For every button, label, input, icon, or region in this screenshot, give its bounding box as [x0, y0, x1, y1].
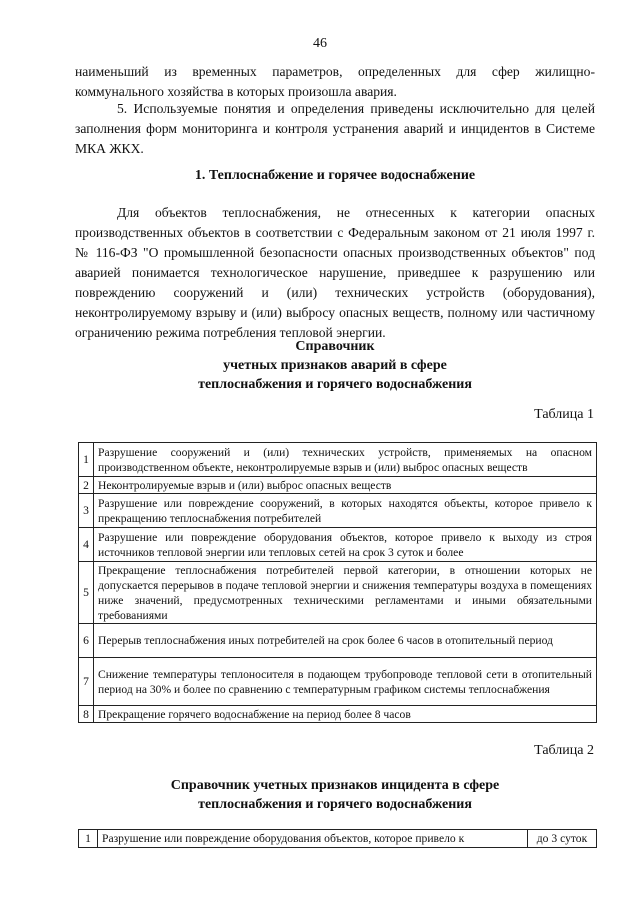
intro-item-5: 5. Используемые понятия и определения приведены исключительно для целей заполнения форм мониторинга и контроля устранения аварий и инцидентов в Системе МКА ЖКХ.	[75, 101, 595, 156]
table2-title-line2: теплоснабжения и горячего водоснабжения	[198, 797, 472, 812]
table-row	[79, 477, 597, 494]
table1-title-line2: учетных признаков аварий в сфере	[223, 358, 447, 373]
row-number: 1	[79, 830, 98, 848]
row-text: Разрушение или повреждение оборудования объектов, которое привело к	[98, 830, 528, 848]
row-number: 6	[79, 624, 94, 658]
table-row	[79, 706, 597, 723]
row-number: 4	[79, 528, 94, 562]
intro-continuation: наименьший из временных параметров, определенных для сфер жилищно-коммунального хозяйства в которых произошла авария.	[75, 64, 595, 99]
row-text: Разрушение или повреждение оборудования объектов, которое привело к выходу из строя источников тепловой энергии или тепловых сетей на срок 3 суток и более	[94, 528, 597, 562]
row-text: Неконтролируемые взрыв и (или) выброс опасных веществ	[94, 477, 597, 494]
row-number: 7	[79, 658, 94, 706]
table2-label: Таблица 2	[534, 743, 594, 758]
table-row	[79, 624, 597, 658]
table-row	[79, 562, 597, 624]
row-number: 1	[79, 443, 94, 477]
table-row	[79, 528, 597, 562]
table-row	[79, 443, 597, 477]
row-text: Разрушение сооружений и (или) технических устройств, применяемых на опасном производственном объекте, неконтролируемые взрыв и (или) выброс опасных веществ	[94, 443, 597, 477]
table-row	[79, 830, 597, 848]
table1-label: Таблица 1	[534, 407, 594, 422]
table1-title-line1: Справочник	[295, 339, 375, 354]
row-text: Перерыв теплоснабжения иных потребителей на срок более 6 часов в отопительный период	[94, 624, 597, 658]
section-paragraph: Для объектов теплоснабжения, не отнесенных к категории опасных производственных объектов в соответствии с Федеральным законом от 21 июля 1997 г. № 116-ФЗ "О промышленной безопасности опасных производственных объектов" под аварией понимается технологическое нарушение, приведшее к разрушению или повреждению сооружений и (или) технических устройств (оборудования), неконтролируемому взрыву и (или) выбросу опасных веществ, полному или частичному ограничению режима потребления тепловой энергии.	[75, 205, 595, 340]
row-number: 3	[79, 494, 94, 528]
row-duration: до 3 суток	[528, 830, 597, 848]
table2-title-line1: Справочник учетных признаков инцидента в сфере	[170, 778, 500, 793]
table-row	[79, 658, 597, 706]
table1	[78, 442, 597, 723]
table-row	[79, 494, 597, 528]
page-number: 46	[313, 36, 327, 51]
row-number: 8	[79, 706, 94, 723]
row-number: 5	[79, 562, 94, 624]
table2	[78, 829, 597, 848]
section-title: 1. Теплоснабжение и горячее водоснабжение	[194, 168, 476, 183]
row-text: Прекращение теплоснабжения потребителей первой категории, в отношении которых не допускается перерывов в подаче тепловой энергии и снижения температуры воздуха в помещениях ниже значений, предусмотренных техническими регламентами и иными обязательными требованиями	[94, 562, 597, 624]
row-text: Снижение температуры теплоносителя в подающем трубопроводе тепловой сети в отопительный период на 30% и более по сравнению с температурным графиком системы теплоснабжения	[94, 658, 597, 706]
row-text: Прекращение горячего водоснабжение на период более 8 часов	[94, 706, 597, 723]
table1-title-line3: теплоснабжения и горячего водоснабжения	[198, 377, 472, 392]
row-text: Разрушение или повреждение сооружений, в которых находятся объекты, которое привело к прекращению теплоснабжения потребителей	[94, 494, 597, 528]
row-number: 2	[79, 477, 94, 494]
